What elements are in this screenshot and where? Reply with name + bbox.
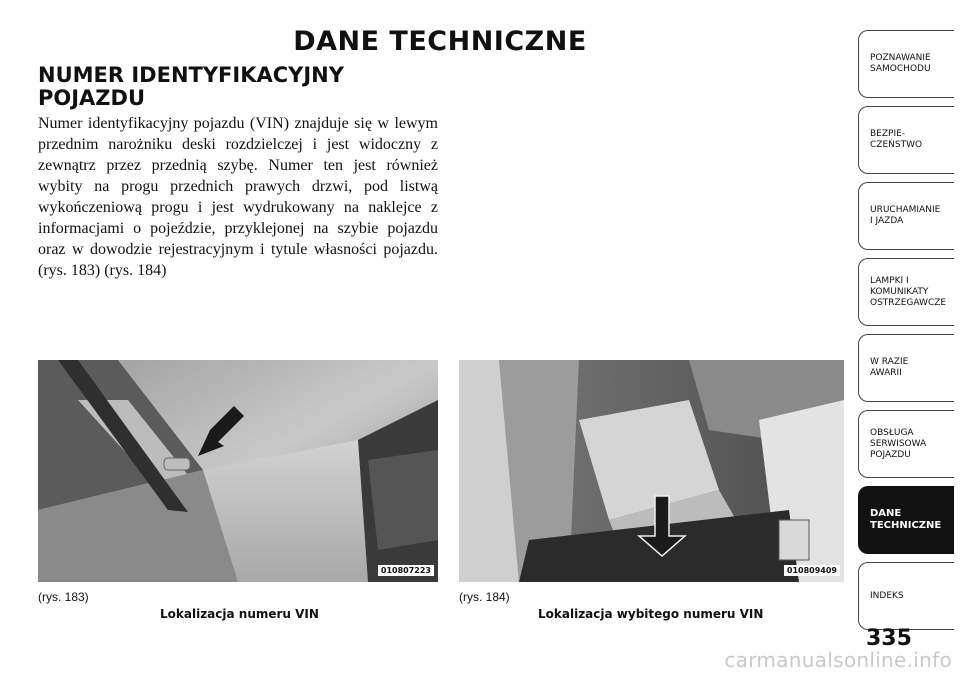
tab-label: W RAZIE AWARII (870, 357, 909, 378)
figure-caption: Lokalizacja numeru VIN (160, 607, 319, 621)
figure-code: 010809409 (784, 565, 840, 576)
tab-indeks[interactable] (858, 562, 954, 630)
tab-w-razie-awarii[interactable] (858, 334, 954, 402)
tab-uruchamianie-i-jazda[interactable] (858, 182, 954, 250)
body-paragraph: Numer identyfikacyjny pojazdu (VIN) znajduje się w lewym przednim narożniku deski rozdzielczej i jest widoczny z zewnątrz przez przednią szybę. Numer ten jest również wybity na progu przednich prawych drzwi, pod listwą wykończeniową progu i jest wydrukowany na naklejce z informacjami o pojeździe, przyklejonej na szybie pojazdu oraz w dowodzie rejestracyjnym i tytule własności pojazdu. (rys. 183) (rys. 184) (38, 115, 438, 279)
figure-ref: (rys. 183) (38, 590, 89, 604)
figure-ref: (rys. 184) (459, 590, 510, 604)
tab-bezpieczenstwo[interactable] (858, 106, 954, 174)
figure-code: 010807223 (378, 565, 434, 576)
page-number: 335 (866, 626, 912, 651)
watermark: carmanualsonline.info (724, 648, 952, 672)
tab-label: LAMPKI I KOMUNIKATY OSTRZEGAWCZE (870, 275, 947, 308)
figure-vin-sill (459, 360, 844, 582)
tab-obsluga-serwisowa[interactable] (858, 410, 954, 478)
tab-dane-techniczne[interactable] (858, 486, 954, 554)
page-title: DANE TECHNICZNE (293, 26, 587, 57)
windshield-illustration (38, 360, 438, 582)
tab-label: URUCHAMIANIE I JAZDA (870, 205, 941, 226)
figure-caption: Lokalizacja wybitego numeru VIN (538, 607, 764, 621)
tab-label: DANE TECHNICZNE (870, 508, 942, 531)
figure-vin-windshield (38, 360, 438, 582)
door-sill-illustration (459, 360, 844, 582)
tab-label: OBSŁUGA SERWISOWA POJAZDU (870, 427, 927, 460)
tab-label: INDEKS (870, 590, 904, 601)
section-heading: NUMER IDENTYFIKACYJNY POJAZDU (38, 63, 344, 110)
tab-lampki-i-komunikaty[interactable] (858, 258, 954, 326)
tab-label: POZNAWANIE SAMOCHODU (870, 53, 931, 74)
tab-poznawanie-samochodu[interactable] (858, 30, 954, 98)
tab-label: BEZPIE- CZEŃSTWO (870, 129, 923, 150)
